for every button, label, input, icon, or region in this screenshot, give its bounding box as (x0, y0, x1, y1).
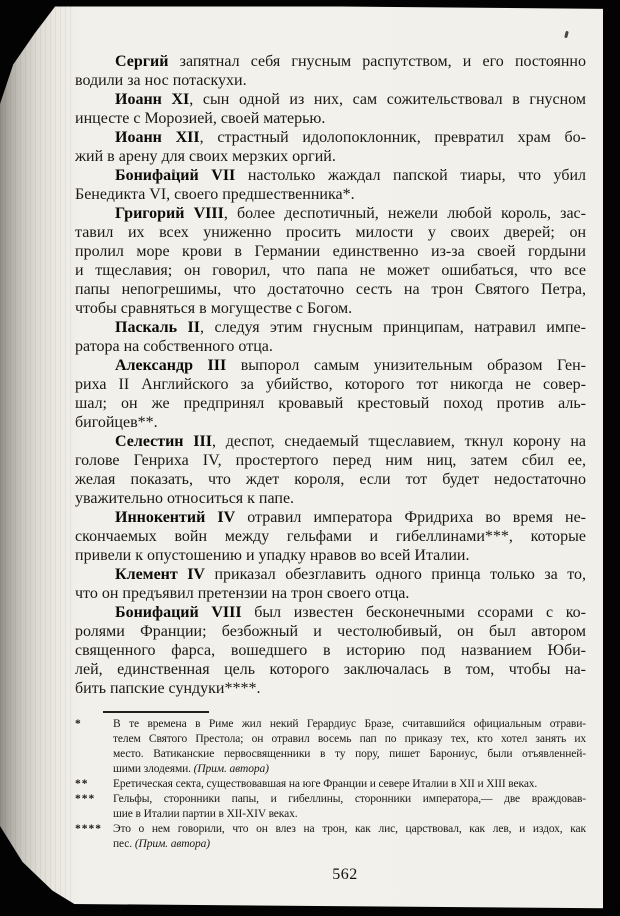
footnote (75, 777, 586, 792)
footnote-marker: ** (75, 778, 89, 790)
text-line: Иоанн XII, страстный идолопоклонник, превратил храм бо- (115, 129, 587, 146)
paragraph (75, 90, 586, 128)
footnote-line: телем Святого Престола; он отравил восемь пап по приказу тех, кто хотел занять их (113, 733, 586, 745)
footnotes (75, 717, 586, 852)
footnote-line: пес. (Прим. автора) (113, 838, 210, 850)
pope-name: Селестин III (115, 433, 212, 450)
footnote-marker: **** (75, 823, 102, 835)
text-line: Александр III выпорол самым унизительным образом Ген- (115, 357, 586, 374)
text-line: тавил их всех униженно просить милости у своих дверей; он (75, 224, 586, 241)
text-line: ролями Франции; безбожный и честолюбивый, он был автором (75, 623, 586, 640)
paragraph (75, 508, 586, 565)
pope-name: Иннокентий IV (115, 509, 236, 526)
footnote-marker: *** (75, 793, 96, 805)
text-line: бить папские сундуки****. (75, 680, 261, 697)
text-line: Григорий VIII, более деспотичный, нежели любой король, зас- (115, 205, 586, 222)
pope-name: Паскаль II (115, 319, 201, 336)
footnote-separator (103, 711, 209, 713)
paragraph (75, 128, 586, 166)
author-note: (Прим. автора) (193, 763, 269, 775)
text-line: уважительно относиться к папе. (75, 490, 295, 507)
footnote-line: шими злодеями. (Прим. автора) (113, 763, 269, 775)
text-line: Иннокентий IV отравил императора Фридриха во время не- (115, 509, 586, 526)
pope-name: Григорий VIII (115, 205, 224, 222)
footnote (75, 822, 586, 852)
page-number-value: 562 (332, 866, 358, 883)
body-paragraphs (75, 52, 586, 698)
text-line: водили за нос потаскухи. (75, 72, 247, 89)
text-line: что он предъявил претензии на трон своего отца. (75, 585, 410, 602)
text-line: голове Генриха IV, простертого перед ним ниц, затем сбил ее, (75, 452, 586, 469)
pope-name: Бонифаций VII (115, 167, 236, 184)
text-line: чтобы сравняться в могуществе с Богом. (75, 300, 353, 317)
text-line: Иоанн XI, сын одной из них, сам сожительствовал в гнусном (115, 91, 587, 108)
text-line: скончаемых войн между гельфами и гибеллинами***, которые (75, 528, 586, 545)
paragraph (75, 603, 586, 698)
text-line: Бонифаций VII настолько жаждал папской тиары, что убил (115, 167, 587, 184)
scan-edge-right (603, 0, 620, 916)
text-line: пролил море крови в Германии единственно из-за своей гордыни (75, 243, 586, 260)
paragraph (75, 204, 586, 318)
page-number (70, 866, 620, 884)
footnote (75, 717, 586, 777)
text-line: ратора на собственного отца. (75, 338, 273, 355)
pope-name: Бонифаций VIII (115, 604, 242, 621)
footnote-line: **** Это о нем говорили, что он влез на трон, как лис, царствовал, как лев, и издох, как (75, 823, 586, 835)
text-line: жий в арену для своих мерзких оргий. (75, 148, 336, 165)
pope-name: Иоанн XI (115, 91, 190, 108)
text-line: Бонифаций VIII был известен бесконечными ссорами с ко- (115, 604, 586, 621)
pope-name: Клемент IV (115, 566, 205, 583)
author-note: (Прим. автора) (134, 838, 210, 850)
text-line: и тщеславия; он говорил, что папа не может ошибаться, что все (75, 262, 586, 279)
text-line: желая показать, что ждет короля, если тот будет недостаточно (75, 471, 586, 488)
text-line: бигойцев**. (75, 414, 158, 431)
text-line: инцесте с Морозией, своей матерью. (75, 110, 326, 127)
footnote (75, 792, 586, 822)
text-line: Паскаль II, следуя этим гнусным принципам, натравил импе- (115, 319, 586, 336)
text-line: Селестин III, деспот, снедаемый тщеславием, ткнул корону на (115, 433, 587, 450)
pope-name: Иоанн XII (115, 129, 200, 146)
paragraph (75, 565, 586, 603)
footnote-line: шие в Италии партии в XII-XIV веках. (113, 808, 298, 820)
text-line: Бенедикта VI, своего предшественника*. (75, 186, 355, 203)
footnote-marker: * (75, 718, 82, 730)
pope-name: Александр III (115, 357, 227, 374)
paragraph (75, 318, 586, 356)
text-line: Клемент IV приказал обезглавить одного принца только за то, (115, 566, 586, 583)
footnote-line: * В те времена в Риме жил некий Герардиус Бразе, считавшийся официальным отрави- (75, 718, 586, 730)
text-line: риха II Английского за убийство, которого тот никогда не совер- (75, 376, 586, 393)
paragraph (75, 356, 586, 432)
main-text (75, 52, 586, 852)
text-line: шал; он же предпринял кровавый крестовый поход против аль- (75, 395, 586, 412)
paragraph (75, 432, 586, 508)
paragraph (75, 166, 586, 204)
text-line: священного фарса, вошедшего в историю под названием Юби- (75, 642, 586, 659)
text-line: лей, единственная цель которого заключалась в том, чтобы на- (75, 661, 586, 678)
text-line: Сергий запятнал себя гнусным распутством, и его постоянно (115, 53, 586, 70)
footnote-line: *** Гельфы, сторонники папы, и гибеллины, сторонники императора,— две враждовав- (75, 793, 586, 805)
footnote-line: место. Ватиканские первосвященники в ту пору, пишет Барониус, были отъявленней- (113, 748, 586, 760)
gutter-shadow (0, 0, 72, 916)
footnote-line: ** Еретическая секта, существовавшая на юге Франции и севере Италии в XII и XIII веках. (75, 778, 538, 790)
text-line: папы непогрешимы, что достаточно сесть на трон Святого Петра, (75, 281, 586, 298)
pope-name: Сергий (115, 53, 169, 70)
paragraph (75, 52, 586, 90)
text-line: привели к опустошению и упадку нравов во всей Италии. (75, 547, 470, 564)
